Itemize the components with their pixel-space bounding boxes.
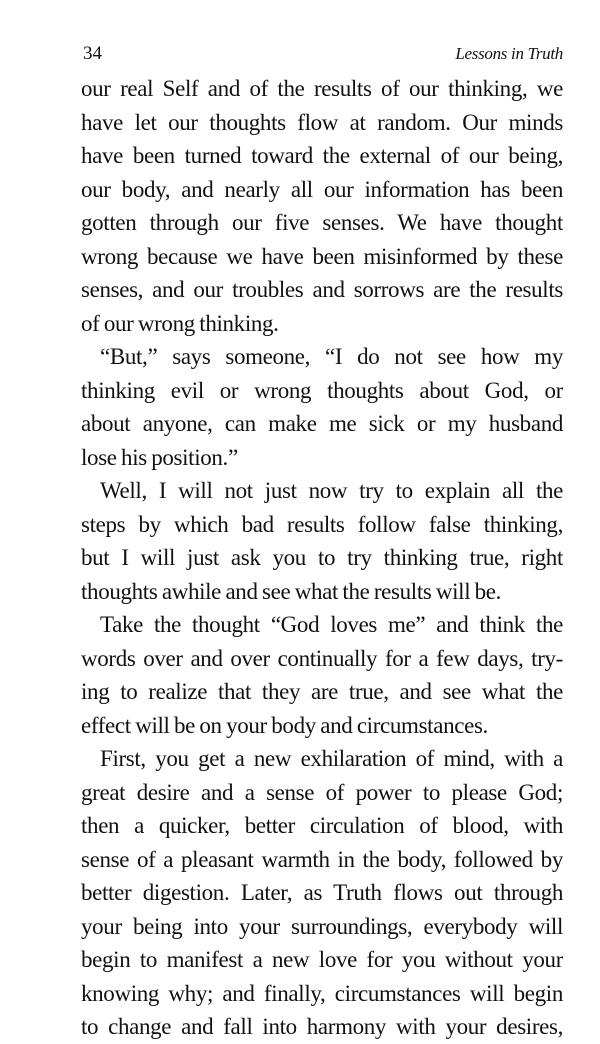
text-line: about anyone, can make me sick or my husband bbox=[81, 411, 563, 436]
text-line: better digestion. Later, as Truth flows out through bbox=[81, 880, 563, 905]
text-line: steps by which bad results follow false thinking, bbox=[81, 511, 563, 537]
paragraph bbox=[81, 340, 563, 474]
text-line: “But,” says someone, “I do not see how my bbox=[100, 344, 563, 369]
book-title: Lessons in Truth bbox=[455, 44, 563, 63]
body-text bbox=[81, 72, 563, 1044]
text-line: Well, I will not just now try to explain all the bbox=[100, 478, 563, 503]
text-line: Take the thought “God loves me” and think the bbox=[100, 612, 563, 637]
running-head bbox=[83, 43, 563, 67]
paragraph bbox=[81, 742, 563, 1044]
text-line: your being into your surroundings, everybody will bbox=[81, 913, 563, 939]
text-line: senses, and our troubles and sorrows are the results bbox=[81, 277, 563, 302]
text-line: knowing why; and finally, circumstances will begin bbox=[81, 980, 563, 1006]
text-line: our body, and nearly all our information has been bbox=[81, 176, 563, 202]
paragraph bbox=[81, 608, 563, 742]
text-line: First, you get a new exhilaration of mind, with a bbox=[100, 746, 563, 771]
text-line: have been turned toward the external of our being, bbox=[81, 143, 563, 168]
text-line: have let our thoughts flow at random. Our minds bbox=[81, 109, 563, 135]
text-line: then a quicker, better circulation of blood, with bbox=[81, 813, 563, 838]
text-line: wrong because we have been misinformed by these bbox=[81, 243, 563, 269]
text-line: of our wrong thinking. bbox=[81, 310, 279, 336]
text-line: begin to manifest a new love for you without your bbox=[81, 947, 563, 972]
paragraph bbox=[81, 72, 563, 340]
text-line: but I will just ask you to try thinking true, right bbox=[81, 545, 563, 570]
text-line: thoughts awhile and see what the results will be. bbox=[81, 578, 502, 604]
text-line: sense of a pleasant warmth in the body, followed by bbox=[81, 846, 563, 872]
text-line: our real Self and of the results of our thinking, we bbox=[81, 76, 563, 101]
text-line: lose his position.” bbox=[81, 444, 238, 470]
page-number: 34 bbox=[83, 43, 102, 64]
paragraph bbox=[81, 474, 563, 608]
text-line: thinking evil or wrong thoughts about God, or bbox=[81, 377, 563, 403]
text-line: gotten through our five senses. We have thought bbox=[81, 210, 563, 235]
text-line: ing to realize that they are true, and see what the bbox=[81, 679, 563, 704]
text-line: great desire and a sense of power to please God; bbox=[81, 779, 563, 805]
text-line: words over and over continually for a few days, try- bbox=[81, 645, 563, 671]
text-line: to change and fall into harmony with your desires, bbox=[81, 1014, 563, 1039]
text-line: effect will be on your body and circumstances. bbox=[81, 712, 488, 738]
